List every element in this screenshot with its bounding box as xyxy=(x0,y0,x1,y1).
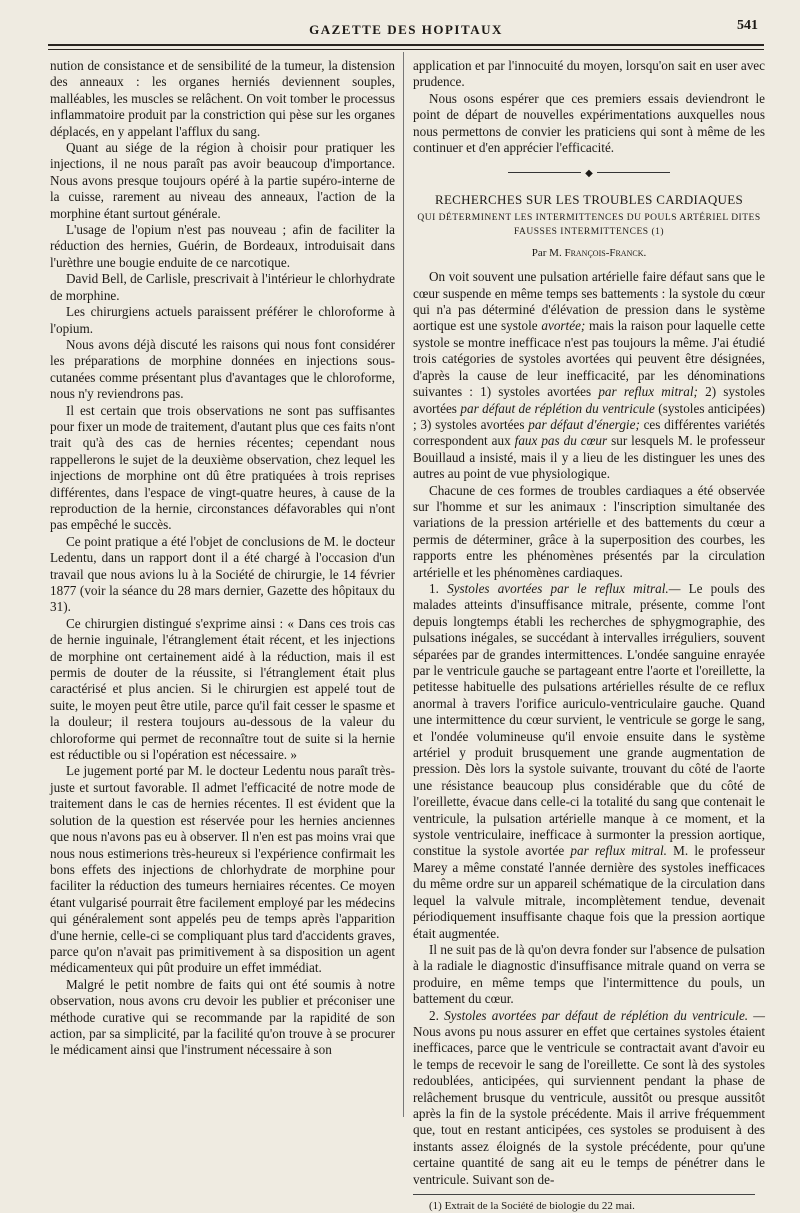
author-name: François-Franck. xyxy=(564,246,647,259)
paragraph: Les chirurgiens actuels paraissent préférer le chloroforme à l'opium. xyxy=(50,304,395,336)
article-author xyxy=(413,245,765,261)
footnote: (1) Extrait de la Société de biologie du 22 mai. xyxy=(429,1200,635,1212)
right-column xyxy=(413,58,765,1213)
header-rule-thin xyxy=(48,49,764,50)
paragraph: Chacune de ces formes de troubles cardiaques a été observée sur l'homme et sur les animaux : l'inscription simultanée des variations de la pression artérielle et des battements du cœur a permis de déterminer, grâce à la superposition des courbes, les rapports entre les phénomènes présentés par la circulation artérielle et les phénomènes cardiaques. xyxy=(413,482,765,580)
subtitle-line: FAUSSES INTERMITTENCES (1) xyxy=(513,226,665,237)
author-prefix: Par M. xyxy=(531,246,562,259)
paragraph: David Bell, de Carlisle, prescrivait à l'intérieur le chlorhydrate de morphine. xyxy=(50,271,396,303)
left-column xyxy=(50,58,395,1059)
article-subtitle xyxy=(413,211,765,239)
footnote-rule xyxy=(413,1194,755,1195)
paragraph: nution de consistance et de sensibilité de la tumeur, la distension des anneaux : les organes herniés deviennent souples, malléables, les muscles se relâchent. On voit tomber le processus inflammatoire produit par la constriction qui pèse sur les organes déplacés, en y appelant l'afflux du sang. xyxy=(50,58,395,139)
journal-title: GAZETTE DES HOPITAUX xyxy=(309,22,503,37)
paragraph: 1. Systoles avortées par le reflux mitral.— Le pouls des malades atteints d'insuffisance mitrale, présente, comme l'ont depuis longtemps établi les recherches de sphygmographie, des pulsations inégales, se succédant à intervalles irréguliers, souvent séparées par de grandes intermittences. L'ondée sanguine enrayée par le ventricule gauche se partageant entre l'aorte et l'oreillette, la petitesse habituelle des pulsations artérielles résulte de ce reflux anormal à travers l'orifice auriculo-ventriculaire gauche. Quand une intermittence du cœur survient, le ventricule se gorge le sang, et l'ondée volumineuse qu'il envoie ensuite dans le système artériel y produit brusquement une grande augmentation de pression. Dès lors la systole suivante, trouvant du côté de l'aorte une résistance beaucoup plus considérable que du côté de l'oreillette, évacue dans celle-ci la totalité du sang que contenait le ventricule, la pulsation artérielle manque à ce moment, et la systole ventriculaire, inefficace à surmonter la pression aortique, constitue la systole avortée par reflux mitral. M. le professeur Marey a même constaté l'année dernière des systoles inefficaces du même ordre sur un appareil schématique de la circulation dans lequel la valvule mitrale, incomplètement tendue, devenait périodiquement insuffisante chaque fois que la pression aortique était augmentée. xyxy=(413,580,765,941)
paragraph: Il ne suit pas de là qu'on devra fonder sur l'absence de pulsation à la radiale le diagnostic d'insuffisance mitrale quand on verra se produire, en même temps que l'intermittence du pouls, un battement du cœur. xyxy=(413,941,765,1007)
article-title: RECHERCHES SUR LES TROUBLES CARDIAQUES xyxy=(434,192,744,208)
paragraph: Malgré le petit nombre de faits qui ont été soumis à notre observation, nous avons cru devoir les publier et préconiser une méthode curative qui se recommande par la rapidité de son action, par sa simplicité, par la facilité qu'on trouve à se procurer le médicament ainsi que l'instrument nécessaire à son xyxy=(50,976,395,1058)
paragraph: Ce point pratique a été l'objet de conclusions de M. le docteur Ledentu, dans un rapport dont il a été chargé à l'occasion d'un travail que nous avions lu à la Société de chirurgie, le 14 février 1877 (voir la séance du 28 mars dernier, Gazette des hôpitaux du 31). xyxy=(50,533,395,615)
page-header xyxy=(48,14,764,44)
paragraph: Il est certain que trois observations ne sont pas suffisantes pour fixer un mode de traitement, d'autant plus que ces faits n'ont trait qu'à des cas de hernies récentes; cependant nous rappellerons le sujet de la deuxième observation, chez lequel les injections de morphine ont dû être pratiquées à trois reprises différentes, dans l'espace de vingt-quatre heures, à cause de la reproduction de la hernie, circonstances défavorables qui n'ont pas empêché le succès. xyxy=(50,402,395,533)
paragraph: 2. Systoles avortées par défaut de réplétion du ventricule. — Nous avons pu nous assurer en effet que certaines systoles étaient inefficaces, parce que le ventricule se contractait avant d'avoir eu le temps de recevoir le sang de l'oreillette. Ce sont là des systoles redoublées, anticipées, qui surviennent pendant la phase de relâchement brusque du ventricule, aussitôt ou presque aussitôt après la fin de la systole précédente. Mais il arrive fréquemment que, tout en restant anticipées, ces systoles se produisent à des instants assez éloignés de la systole précédente, pour qu'une certaine quantité de sang ait eu le temps de pénétrer dans le ventricule. Suivant son de- xyxy=(413,1007,766,1187)
paragraph: Nous osons espérer que ces premiers essais deviendront le point de départ de nouvelles expérimentations auxquelles nous nous permettons de convier les praticiens qui sont à même de les continuer et d'en apprécier l'efficacité. xyxy=(413,90,765,156)
paragraph: Nous avons déjà discuté les raisons qui nous font considérer les préparations de morphine données en injections sous-cutanées comme présentant plus d'avantages que le chloroforme, nous n'y reviendrons pas. xyxy=(50,336,395,402)
column-divider xyxy=(403,52,404,1117)
paragraph: Le jugement porté par M. le docteur Ledentu nous paraît très-juste et surtout favorable. Il admet l'efficacité de notre mode de traitement dans le cas de hernies récentes. Il est évident que la solution de la question est réservée pour les hernies anciennes que nous n'avons pas eu à observer. Il n'en est pas moins vrai que nous nous estimerions très-heureux si l'expérience confirmait les bons effets des injections de chlorhydrate de morphine pour faciliter la réduction des tumeurs herniaires récentes. Ce moyen étant vulgarisé pourrait être facilement employé par les médecins qui généralement sont appelés peu de temps après l'apparition d'une hernie, celle-ci se compliquant plus tard d'accidents graves, parce qu'on n'avait pas primitivement à sa disposition un agent médicamenteux qui pût produire un effet immédiat. xyxy=(50,763,395,976)
page-number: 541 xyxy=(737,18,758,33)
paragraph: On voit souvent une pulsation artérielle faire défaut sans que le cœur suspende en même temps ses battements : la systole du cœur qui n'a pas déterminé d'élévation de pression dans le système aortique est une systole avortée; mais la raison pour laquelle cette systole se montre inefficace n'est pas toujours la même. J'ai étudié trois catégories de systoles avortées qui peuvent être désignées, d'après la cause de leur inefficacité, par les dénominations suivantes : 1) systoles avortées par reflux mitral; 2) systoles avortées par défaut de réplétion du ventricule (systoles anticipées) ; 3) systoles avortées par défaut d'énergie; ces différentes variétés correspondent aux faux pas du cœur sur lesquels M. le professeur Bouillaud a insisté, mais il y a lieu de les distinguer les unes des autres au point de vue physiologique. xyxy=(413,269,766,482)
subtitle-line: QUI DÉTERMINENT LES INTERMITTENCES DU POULS ARTÉRIEL DITES xyxy=(417,212,761,223)
paragraph: L'usage de l'opium n'est pas nouveau ; afin de faciliter la réduction des hernies, Guérin, de Bordeaux, introduisait dans l'urèthre une bougie enduite de ce narcotique. xyxy=(50,222,395,270)
section-ornament xyxy=(413,164,765,182)
diamond-icon: ◆ xyxy=(581,166,597,182)
header-rule-thick xyxy=(48,44,764,46)
paragraph: Quant au siége de la région à choisir pour pratiquer les injections, il ne nous paraît pas avoir beaucoup d'importance. Nous avons presque toujours opéré à la partie supéro-interne de la cuisse, rarement au niveau des anneaux, l'action de la morphine étant surtout générale. xyxy=(50,140,395,221)
paragraph: Ce chirurgien distingué s'exprime ainsi : « Dans ces trois cas de hernie inguinale, l'étranglement était récent, et les injections de morphine ont certainement aidé à la réduction, mais il est permis de douter de la réussite, si l'étranglement était plus caractérisé et plus ancien. Si le chirurgien est appelé tout de suite, le moyen peut être utile, parce qu'il fait cesser le spasme et la douleur; il restera toujours au-dessous de la valeur du chloroforme qui permet de reconnaître tout de suite si la hernie est réductible ou si l'opération est nécessaire. » xyxy=(50,615,395,763)
paragraph: application et par l'innocuité du moyen, lorsqu'on sait en user avec prudence. xyxy=(413,58,765,90)
